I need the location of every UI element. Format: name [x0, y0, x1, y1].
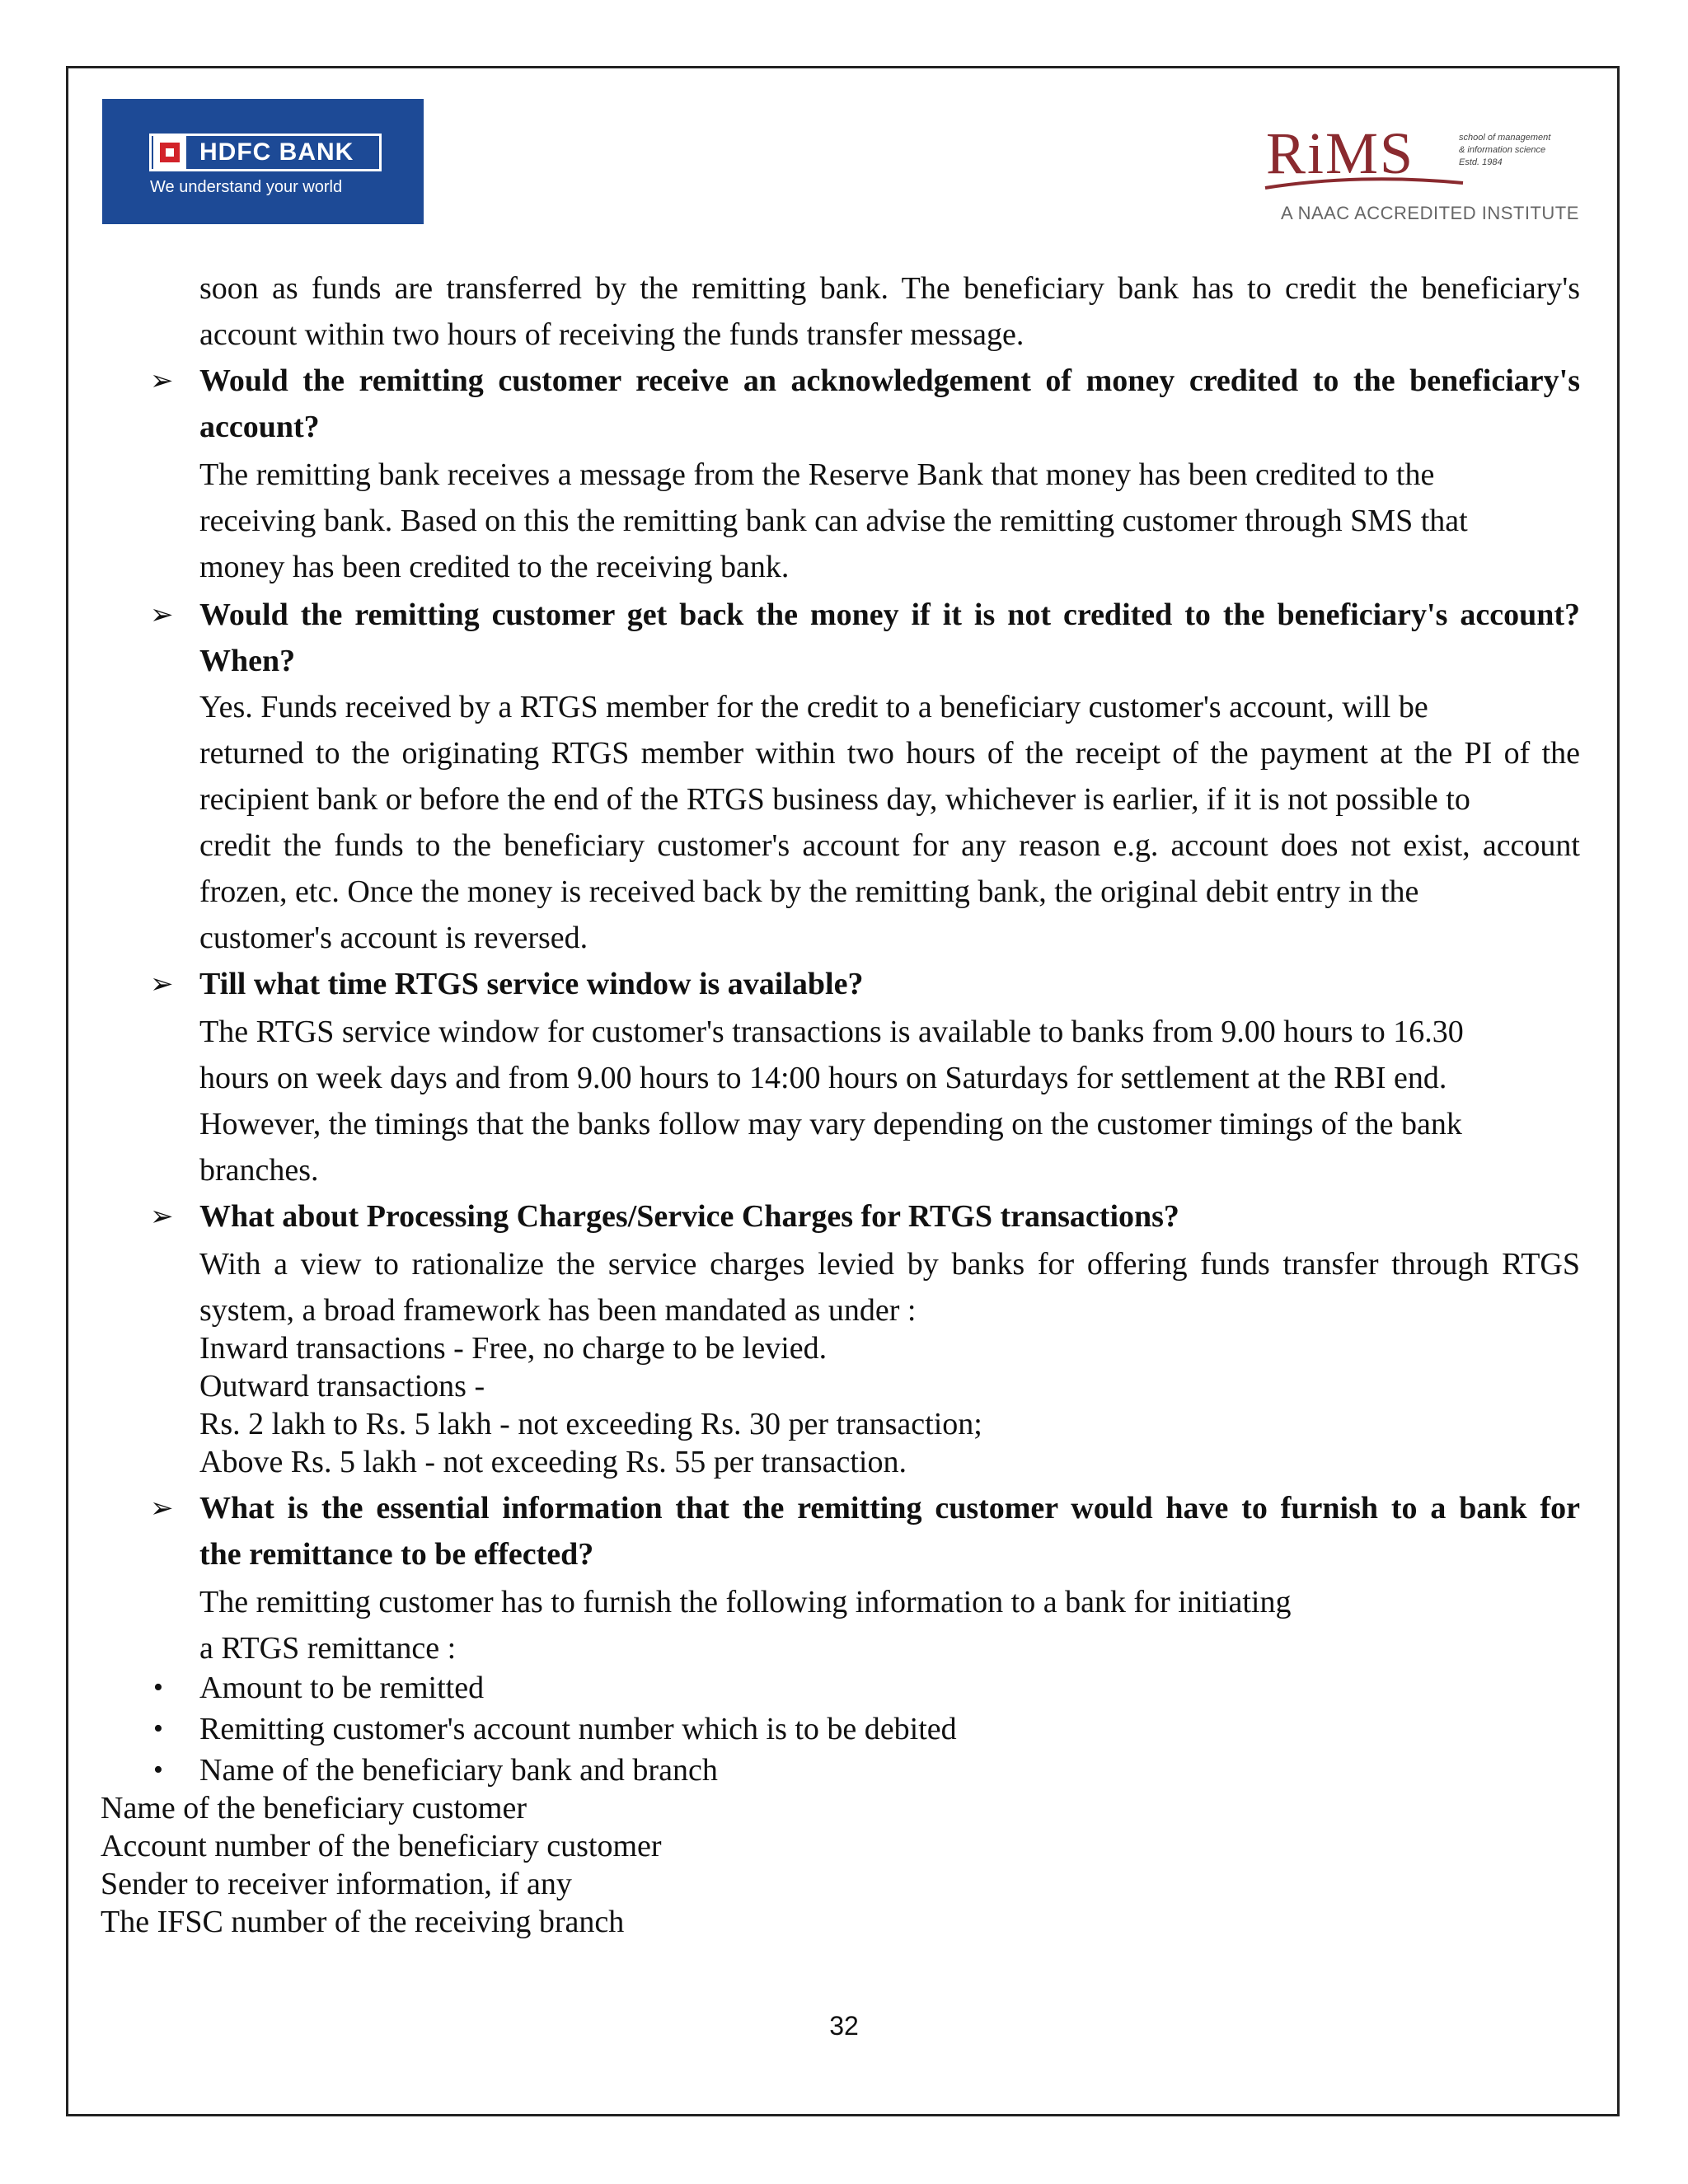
list-item: Amount to be remitted — [199, 1671, 485, 1705]
rims-side-line: school of management — [1459, 133, 1551, 143]
arrow-bullet-icon: ➢ — [150, 1200, 174, 1233]
rims-logo-word: RiMS — [1266, 120, 1415, 186]
trailing-item: The IFSC number of the receiving branch — [101, 1905, 625, 1939]
answer-text: The RTGS service window for customer's transactions is available to banks from 9.00 hours to 16.30 — [199, 1015, 1464, 1049]
question-heading: When? — [199, 644, 296, 678]
answer-text: Inward transactions - Free, no charge to be levied. — [199, 1331, 828, 1366]
rims-logo — [1261, 120, 1582, 231]
answer-text: The remitting customer has to furnish the following information to a bank for initiating — [199, 1585, 1292, 1619]
answer-text: frozen, etc. Once the money is received back by the remitting bank, the original debit entry in the — [199, 874, 1419, 909]
trailing-item: Name of the beneficiary customer — [101, 1791, 527, 1825]
arrow-bullet-icon: ➢ — [150, 598, 174, 631]
rims-side-line: Estd. 1984 — [1459, 157, 1503, 167]
answer-text: system, a broad framework has been mandated as under : — [199, 1293, 917, 1328]
answer-text: Rs. 2 lakh to Rs. 5 lakh - not exceeding Rs. 30 per transaction; — [199, 1407, 982, 1441]
answer-text: The remitting bank receives a message from the Reserve Bank that money has been credited to the — [199, 457, 1435, 492]
body-text: account within two hours of receiving the funds transfer message. — [199, 317, 1025, 352]
trailing-item: Account number of the beneficiary customer — [101, 1829, 662, 1863]
hdfc-bank-logo — [102, 99, 424, 224]
body-text: soon as funds are transferred by the remitting bank. The beneficiary bank has to credit the beneficiary's — [199, 271, 1580, 306]
bullet-icon: • — [153, 1755, 163, 1785]
answer-text: returned to the originating RTGS member within two hours of the receipt of the payment at the PI of the — [199, 736, 1580, 771]
arrow-bullet-icon: ➢ — [150, 968, 174, 1001]
rims-swoosh-icon — [1261, 171, 1467, 196]
hdfc-logo-tagline: We understand your world — [150, 178, 343, 196]
bullet-icon: • — [153, 1713, 163, 1744]
bullet-icon: • — [153, 1672, 163, 1703]
answer-text: Above Rs. 5 lakh - not exceeding Rs. 55 per transaction. — [199, 1445, 907, 1479]
answer-text: hours on week days and from 9.00 hours to 14:00 hours on Saturdays for settlement at the RBI end. — [199, 1061, 1447, 1095]
hdfc-mark-icon — [153, 136, 186, 169]
rims-side-text — [1459, 132, 1550, 169]
answer-text: Outward transactions - — [199, 1369, 485, 1404]
answer-text: recipient bank or before the end of the RTGS business day, whichever is earlier, if it is not possible to — [199, 782, 1470, 817]
arrow-bullet-icon: ➢ — [150, 364, 174, 397]
question-heading: the remittance to be effected? — [199, 1537, 594, 1572]
list-item: Name of the beneficiary bank and branch — [199, 1753, 718, 1788]
answer-text: With a view to rationalize the service charges levied by banks for offering funds transfer through RTGS — [199, 1247, 1580, 1282]
question-heading: What about Processing Charges/Service Charges for RTGS transactions? — [199, 1199, 1179, 1234]
answer-text: money has been credited to the receiving bank. — [199, 550, 790, 584]
rims-side-line: & information science — [1459, 145, 1546, 155]
page-number: 32 — [829, 2011, 859, 2041]
answer-text: a RTGS remittance : — [199, 1631, 457, 1666]
trailing-item: Sender to receiver information, if any — [101, 1867, 572, 1901]
answer-text: Yes. Funds received by a RTGS member for the credit to a beneficiary customer's account, will be — [199, 690, 1428, 724]
answer-text: receiving bank. Based on this the remitting bank can advise the remitting customer through SMS that — [199, 504, 1468, 538]
answer-text: customer's account is reversed. — [199, 921, 588, 955]
hdfc-logo-box — [149, 134, 382, 171]
question-heading: account? — [199, 410, 320, 444]
answer-text: However, the timings that the banks follow may vary depending on the customer timings of the bank — [199, 1107, 1462, 1141]
answer-text: branches. — [199, 1153, 319, 1188]
question-heading: Would the remitting customer receive an acknowledgement of money credited to the beneficiary's — [199, 363, 1580, 398]
question-heading: Till what time RTGS service window is available? — [199, 967, 864, 1001]
answer-text: credit the funds to the beneficiary customer's account for any reason e.g. account does not exist, account — [199, 828, 1580, 863]
rims-accreditation: A NAAC ACCREDITED INSTITUTE — [1281, 203, 1579, 223]
hdfc-logo-name: HDFC BANK — [199, 138, 354, 166]
list-item: Remitting customer's account number which is to be debited — [199, 1712, 957, 1746]
question-heading: Would the remitting customer get back the money if it is not credited to the beneficiary's account? — [199, 598, 1580, 632]
arrow-bullet-icon: ➢ — [150, 1492, 174, 1525]
question-heading: What is the essential information that the remitting customer would have to furnish to a bank for — [199, 1491, 1580, 1526]
